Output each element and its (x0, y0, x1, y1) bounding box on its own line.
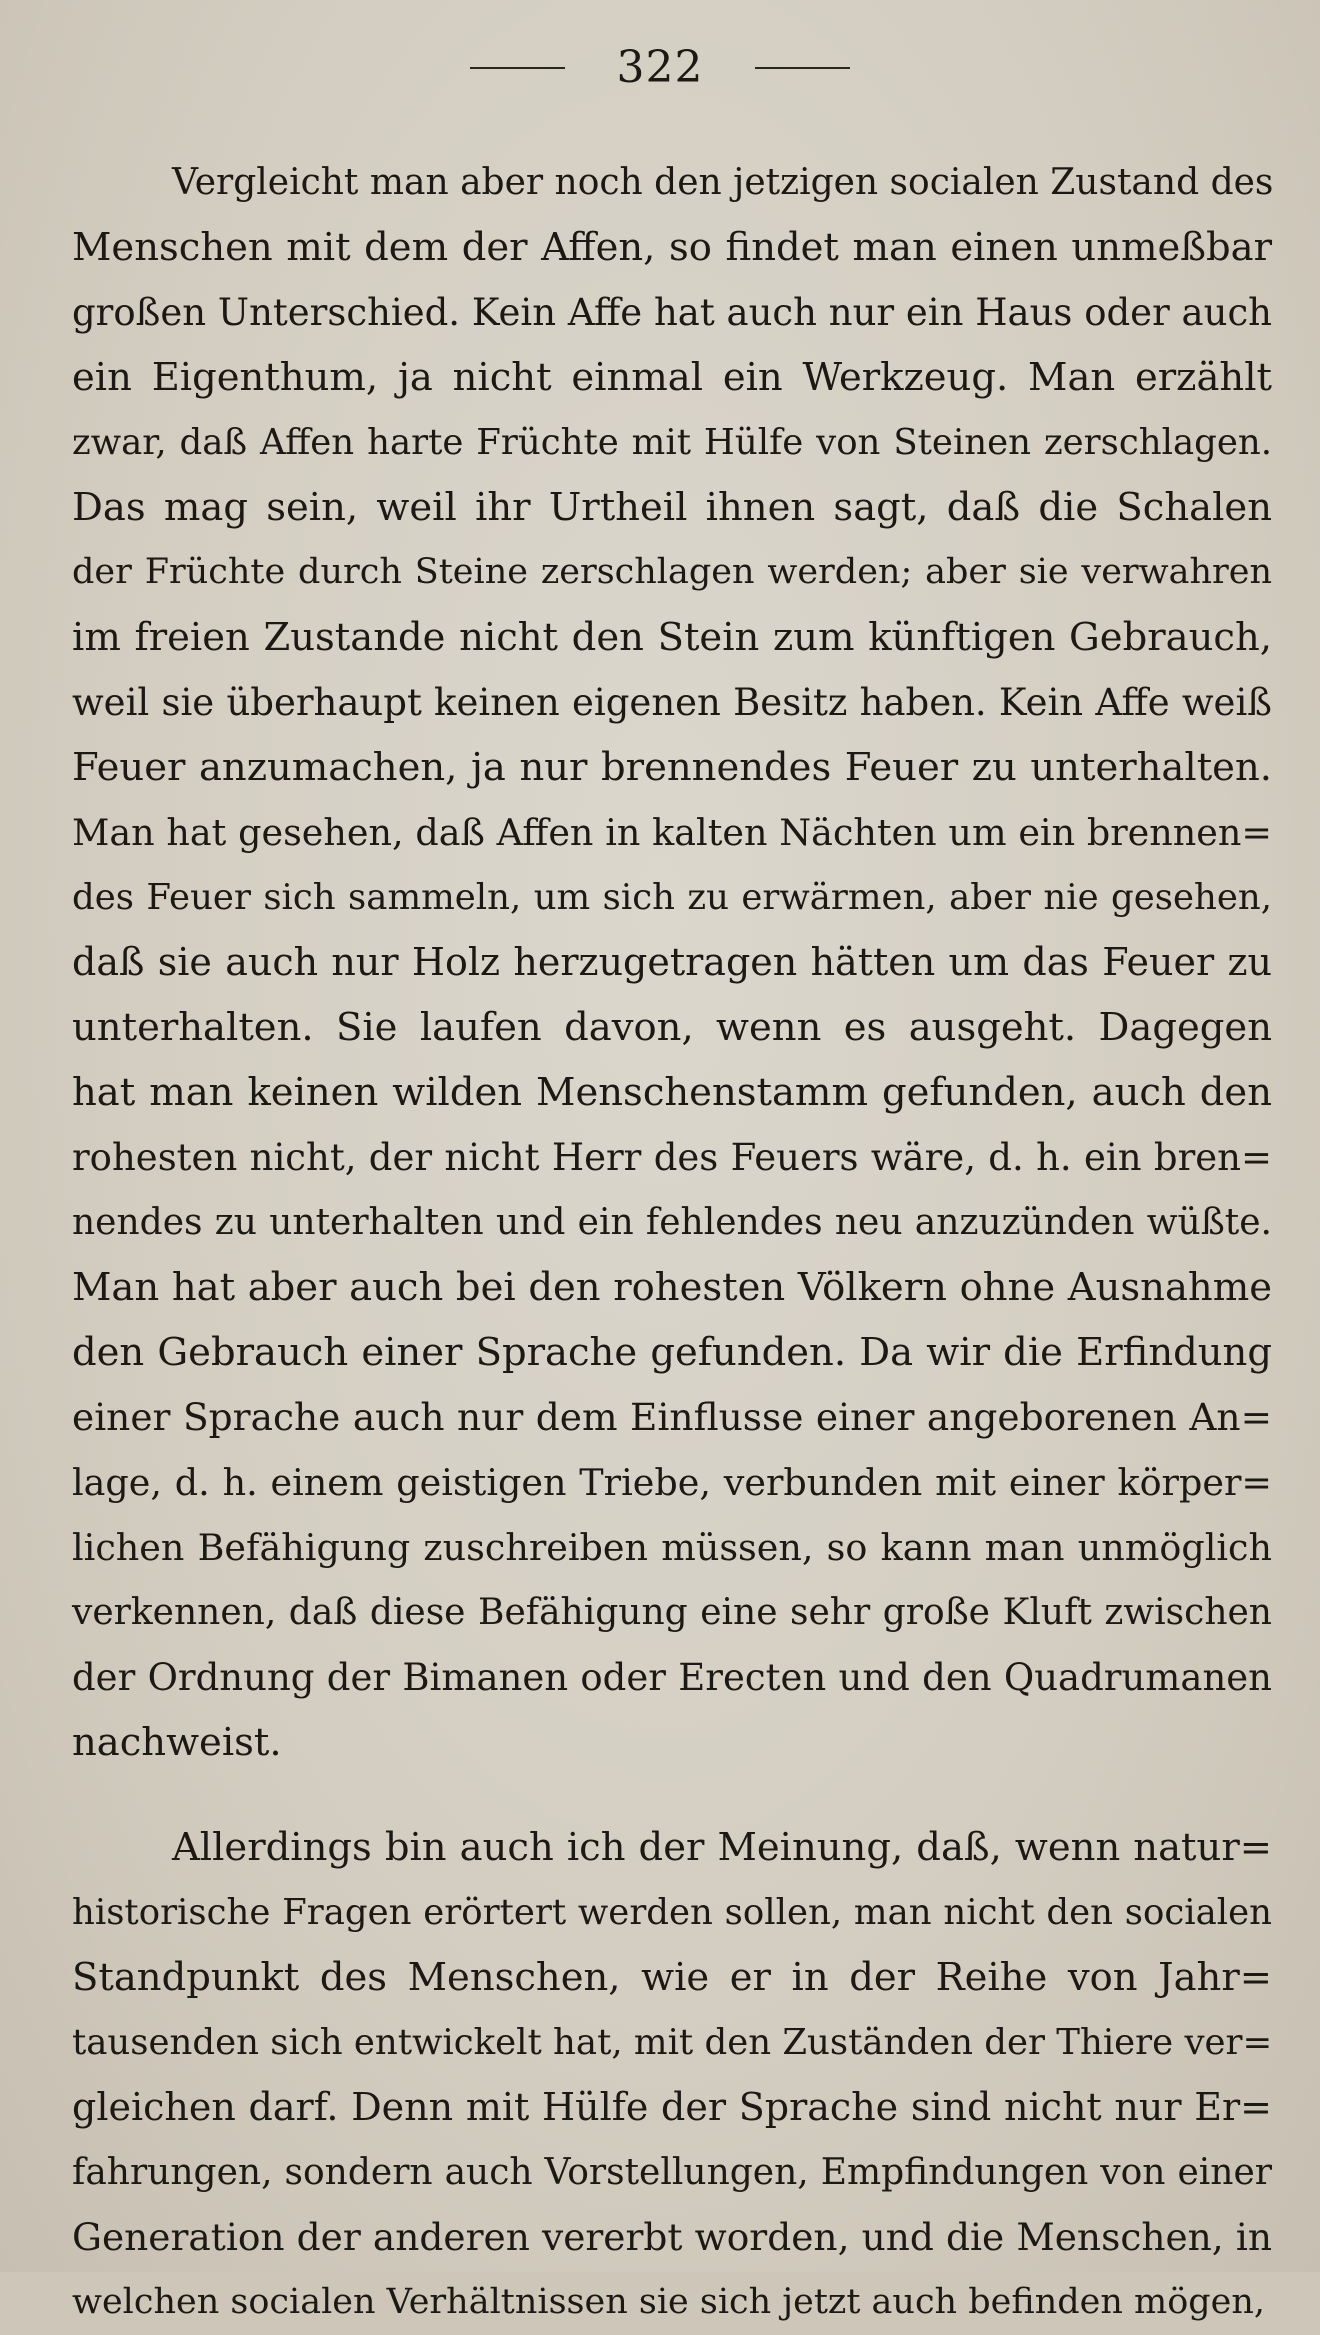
text-line: tausenden sich entwickelt hat, mit den Zuständen der Thiere ver= (72, 2022, 1273, 2063)
text-line: zwar, daß Affen harte Früchte mit Hülfe von Steinen zerschlagen. (72, 422, 1272, 463)
text-line: lage, d. h. einem geistigen Triebe, verbunden mit einer körper= (72, 1461, 1272, 1504)
text-line: verkennen, daß diese Befähigung eine sehr große Kluft zwischen (72, 1592, 1272, 1633)
text-line: des Feuer sich sammeln, um sich zu erwärmen, aber nie gesehen, (72, 877, 1272, 918)
text-line: Generation der anderen vererbt worden, und die Menschen, in (72, 2215, 1272, 2259)
text-line: rohesten nicht, der nicht Herr des Feuers wäre, d. h. ein bren= (72, 1136, 1272, 1179)
text-line: einer Sprache auch nur dem Einflusse einer angeborenen An= (72, 1395, 1272, 1439)
text-line: nendes zu unterhalten und ein fehlendes neu anzuzünden wüßte. (72, 1202, 1272, 1243)
text-line: Man hat aber auch bei den rohesten Völkern ohne Ausnahme (72, 1265, 1272, 1310)
text-line: der Ordnung der Bimanen oder Erecten und den Quadrumanen (72, 1656, 1272, 1699)
page-body (72, 150, 1272, 2335)
page-header (0, 38, 1320, 98)
text-line: welchen socialen Verhältnissen sie sich jetzt auch befinden mögen, (72, 2282, 1266, 2322)
text-line: Menschen mit dem der Affen, so findet man einen unmeßbar (72, 225, 1272, 270)
text-line: daß sie auch nur Holz herzugetragen hätten um das Feuer zu (72, 940, 1272, 984)
text-line: unterhalten. Sie laufen davon, wenn es ausgeht. Dagegen (72, 1005, 1272, 1050)
paragraph-2 (72, 1815, 1272, 2335)
text-line: fahrungen, sondern auch Vorstellungen, Empfindungen von einer (72, 2152, 1272, 2193)
text-line: Man hat gesehen, daß Affen in kalten Nächten um ein brennen= (72, 811, 1272, 854)
text-line: historische Fragen erörtert werden sollen, man nicht den socialen (72, 1892, 1272, 1933)
text-line: lichen Befähigung zuschreiben müssen, so kann man unmöglich (72, 1526, 1272, 1569)
page-number: 322 (616, 42, 704, 93)
paragraph-1 (72, 150, 1272, 1775)
text-line: der Früchte durch Steine zerschlagen werden; aber sie verwahren (72, 552, 1272, 592)
text-line: hat man keinen wilden Menschenstamm gefunden, auch den (72, 1070, 1272, 1115)
text-line: gleichen darf. Denn mit Hülfe der Sprache sind nicht nur Er= (72, 2085, 1272, 2129)
paragraph-gap (72, 1775, 1272, 1815)
header-rule-left (470, 67, 565, 69)
text-line: großen Unterschied. Kein Affe hat auch nur ein Haus oder auch (72, 291, 1272, 334)
text-line: Standpunkt des Menschen, wie er in der Reihe von Jahr= (72, 1955, 1272, 2000)
text-line: weil sie überhaupt keinen eigenen Besitz haben. Kein Affe weiß (72, 681, 1272, 724)
text-line: Das mag sein, weil ihr Urtheil ihnen sagt, daß die Schalen (72, 485, 1272, 530)
text-line: ein Eigenthum, ja nicht einmal ein Werkzeug. Man erzählt (72, 355, 1272, 400)
text-line: im freien Zustande nicht den Stein zum künftigen Gebrauch, (72, 615, 1272, 660)
text-line: Feuer anzumachen, ja nur brennendes Feuer zu unterhalten. (72, 745, 1272, 790)
text-line: Vergleicht man aber noch den jetzigen socialen Zustand des (172, 162, 1274, 203)
text-line: nachweist. (72, 1720, 282, 1765)
text-line: den Gebrauch einer Sprache gefunden. Da wir die Erfindung (72, 1330, 1272, 1375)
text-line: Allerdings bin auch ich der Meinung, daß, wenn natur= (172, 1825, 1272, 1870)
header-rule-right (755, 67, 850, 69)
